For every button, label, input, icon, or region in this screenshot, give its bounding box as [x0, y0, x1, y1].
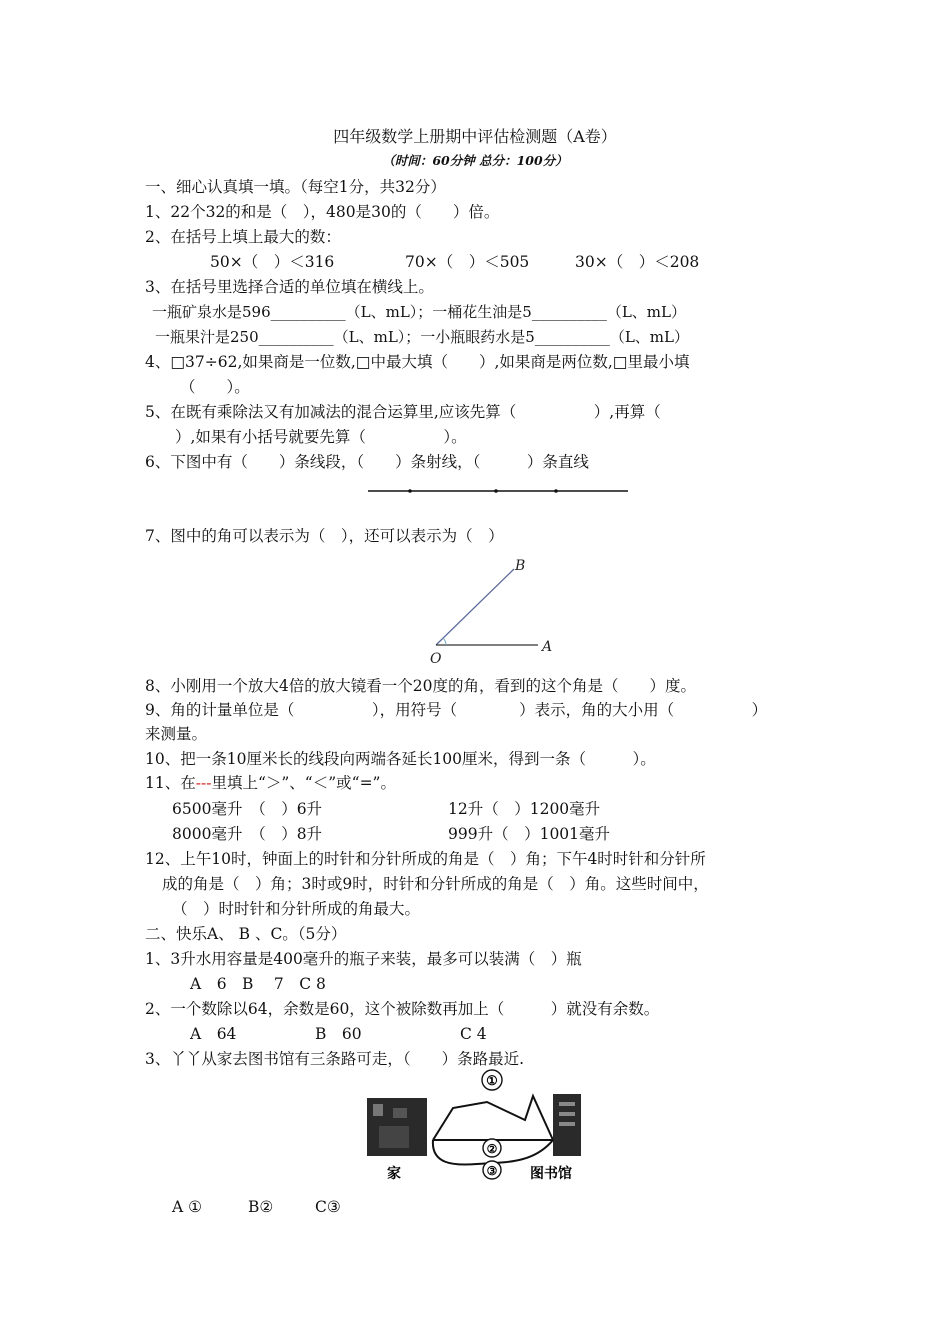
q2-2-option-a: A 64 — [190, 1025, 237, 1043]
q1-7: 7、图中的角可以表示为（ ），还可以表示为（ ） — [145, 527, 504, 545]
q1-8: 8、小刚用一个放大4倍的放大镜看一个20度的角，看到的这个角是（ ）度。 — [145, 677, 696, 695]
q1-11-item-b: 12升（ ）1200毫升 — [448, 800, 601, 818]
line-segment-figure — [368, 485, 630, 497]
red-placeholder-mark: --- — [195, 774, 212, 792]
q1-11-item-d: 999升（ ）1001毫升 — [448, 825, 611, 843]
angle-figure — [420, 555, 560, 670]
q1-9-line1: 9、角的计量单位是（ ），用符号（ ）表示，角的大小用（ ） — [145, 701, 768, 719]
q1-11 — [145, 773, 396, 793]
q2-2-option-b: B 60 — [315, 1025, 362, 1043]
q2-2: 2、一个数除以64，余数是60，这个被除数再加上（ ）就没有余数。 — [145, 1000, 660, 1018]
q1-2: 2、在括号上填上最大的数： — [145, 228, 341, 246]
q1-3-line2: 一瓶果汁是250__________（L、mL）；一小瓶眼药水是5__________（L、mL） — [155, 328, 689, 346]
exam-info: （时间：60分钟 总分：100分） — [382, 153, 568, 168]
q1-12-line2: 成的角是（ ）角；3时或9时，时针和分针所成的角是（ ）角。这些时间中， — [162, 875, 709, 893]
q1-11-prefix: 11、在 — [145, 774, 196, 792]
q1-3: 3、在括号里选择合适的单位填在横线上。 — [145, 278, 434, 296]
q2-1-options: A 6 B 7 C 8 — [190, 975, 326, 993]
q2-3-option-a: A ① — [172, 1198, 203, 1216]
route-1-label: ① — [486, 1074, 498, 1089]
q2-3: 3、丫丫从家去图书馆有三条路可走，（ ）条路最近. — [145, 1050, 525, 1068]
q1-4-line2: （ ）。 — [180, 378, 250, 396]
angle-point-b: B — [515, 558, 526, 574]
q1-12-line1: 12、上午10时，钟面上的时针和分针所成的角是（ ）角；下午4时时针和分针所 — [145, 850, 706, 868]
home-label: 家 — [387, 1166, 401, 1182]
q1-1: 1、22个32的和是（ ），480是30的（ ）倍。 — [145, 203, 500, 221]
q2-1: 1、3升水用容量是400毫升的瓶子来装，最多可以装满（ ）瓶 — [145, 950, 582, 968]
q2-3-option-b: B② — [248, 1198, 274, 1216]
q1-3-line1: 一瓶矿泉水是596__________（L、mL）；一桶花生油是5__________（L、mL） — [152, 303, 686, 321]
section1-heading: 一、细心认真填一填。（每空1分，共32分） — [145, 178, 446, 196]
angle-vertex-o: O — [430, 651, 442, 667]
route-3-label: ③ — [486, 1164, 498, 1178]
q1-11-item-a: 6500毫升 （ ）6升 — [172, 800, 323, 818]
q2-2-option-c: C 4 — [460, 1025, 487, 1043]
q1-4-line1: 4、□37÷62,如果商是一位数,□中最大填（ ）,如果商是两位数,□里最小填 — [145, 353, 690, 371]
q1-11-suffix: 里填上“＞”、“＜”或“=”。 — [211, 774, 396, 792]
section2-heading: 二、快乐A、 B 、C。（5分） — [145, 925, 347, 943]
library-label: 图书馆 — [530, 1166, 572, 1182]
q1-12-line3: （ ）时时针和分针所成的角最大。 — [172, 900, 421, 918]
q1-2-item-a: 50×（ ）＜316 — [210, 253, 335, 271]
q1-5-line2: ）,如果有小括号就要先算（ ）。 — [175, 428, 467, 446]
route-2-label: ② — [486, 1142, 498, 1156]
q2-3-option-c: C③ — [315, 1198, 341, 1216]
q1-9-line2: 来测量。 — [145, 725, 208, 743]
angle-point-a: A — [542, 639, 553, 655]
q1-10: 10、把一条10厘米长的线段向两端各延长100厘米，得到一条（ ）。 — [145, 750, 656, 768]
route-map-figure — [365, 1068, 585, 1186]
q1-2-item-c: 30×（ ）＜208 — [575, 253, 700, 271]
q1-5-line1: 5、在既有乘除法又有加减法的混合运算里,应该先算（ ）,再算（ — [145, 403, 661, 421]
q1-6: 6、下图中有（ ）条线段，（ ）条射线，（ ）条直线 — [145, 453, 589, 471]
q1-11-item-c: 8000毫升 （ ）8升 — [172, 825, 323, 843]
q1-2-item-b: 70×（ ）＜505 — [405, 253, 530, 271]
page-title: 四年级数学上册期中评估检测题（A卷） — [333, 127, 617, 146]
